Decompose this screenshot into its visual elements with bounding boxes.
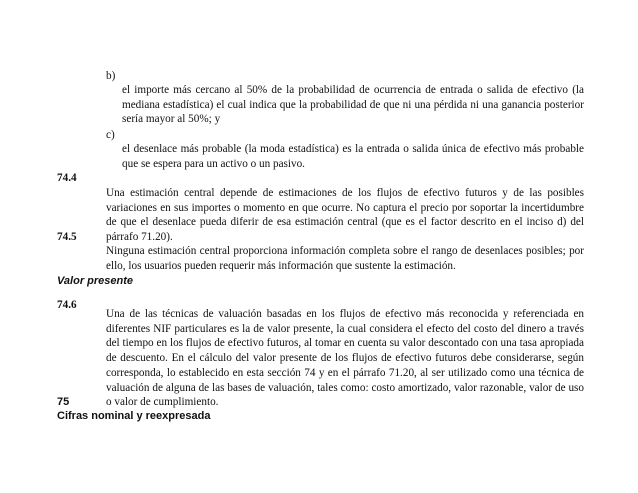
paragraph-number-74-5: 74.5 bbox=[57, 231, 77, 243]
paragraph-number-74-4: 74.4 bbox=[57, 172, 77, 184]
item-text-c: el desenlace más probable (la moda estadística) es la entrada o salida única de efectivo más probable que se espera para un activo o un pasivo. bbox=[122, 143, 584, 170]
paragraph-text-74-6: Una de las técnicas de valuación basadas en los flujos de efectivo más reconocida y referenciada en diferentes NIF particulares es la de valor presente, la cual considera el efecto del costo del dinero a través del tiempo en los flujos de efectivo futuros, al tomar en cuenta su valor descontado con una tasa apropiada de descuento. En el cálculo del valor presente de los flujos de efectivo futuros debe considerarse, según corresponda, lo establecido en esta sección 74 y en el párrafo 71.20, al ser utilizado como una técnica de valuación de alguna de las bases de valuación, tales como: costo amortizado, valor razonable, valor de uso o valor de cumplimiento. bbox=[106, 308, 584, 409]
paragraph-text-74-5: Ninguna estimación central proporciona información completa sobre el rango de desenlaces posibles; por ello, los usuarios pueden requerir más información que sustente la estimación. bbox=[106, 245, 584, 272]
paragraph-number-74-6: 74.6 bbox=[57, 299, 77, 311]
item-marker-b: b) bbox=[106, 70, 116, 82]
section-number: 75 bbox=[57, 396, 70, 408]
section-title: Cifras nominal y reexpresada bbox=[57, 410, 211, 422]
item-marker-c: c) bbox=[106, 129, 115, 141]
item-text-b: el importe más cercano al 50% de la probabilidad de ocurrencia de entrada o salida de efectivo (la mediana estadística) el cual indica que la probabilidad de que ni una pérdida ni una ganancia posterior sería mayor al 50%; y bbox=[122, 84, 584, 126]
subheading-valor-presente: Valor presente bbox=[57, 275, 134, 287]
paragraph-text-74-4: Una estimación central depende de estimaciones de los flujos de efectivo futuros y de las posibles variaciones en sus importes o momento en que ocurre. No captura el precio por soportar la incertidumbre de que el desenlace pueda diferir de esa estimación central (que es el factor descrito en el inciso d) del párrafo 71.20). bbox=[106, 187, 584, 244]
